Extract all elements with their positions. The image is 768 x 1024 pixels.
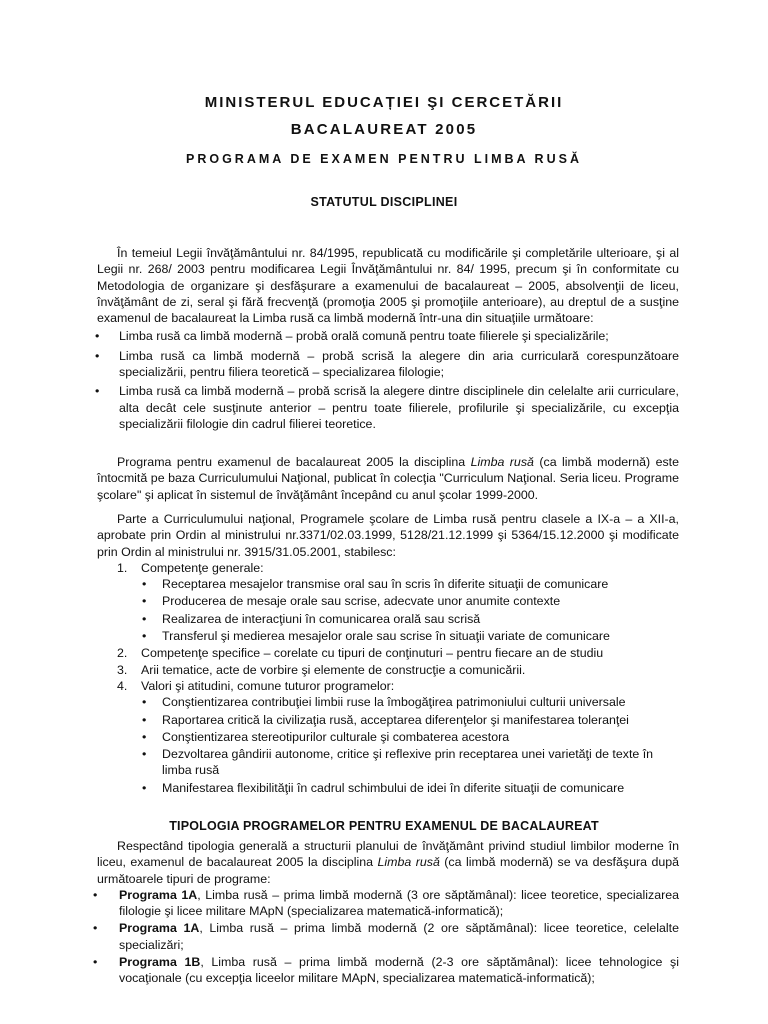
typology-paragraph bbox=[97, 838, 679, 887]
bullet-icon: • bbox=[142, 629, 147, 644]
bullet-icon: • bbox=[142, 695, 147, 710]
bullet-icon: • bbox=[142, 712, 147, 727]
bullet-icon: • bbox=[142, 594, 147, 609]
program-paragraph-end: (ca limbă modernă) este întocmită pe baza Curriculumului Naţional, publicat în colecţia "Curriculum Naţional. Seria liceu. Programe şcolare" şi aplicat în sistemul de învăţământ începând cu anul şcolar 1999-2000. bbox=[97, 455, 680, 502]
bullet-icon: • bbox=[142, 611, 147, 626]
bullet-icon: • bbox=[142, 747, 147, 762]
sub-item-text: Producerea de mesaje orale sau scrise, adecvate unor anumite contexte bbox=[162, 594, 561, 609]
sub-item-text: Conştientizarea stereotipurilor culturale şi combaterea acestora bbox=[162, 729, 510, 744]
sub-item-text: Conştientizarea contribuţiei limbii ruse la îmbogăţirea patrimoniului culturii universale bbox=[162, 695, 626, 710]
typology-paragraph-end: (ca limbă modernă) se va desfăşura după următoarele tipuri de programe: bbox=[97, 855, 680, 886]
program-description: , Limba rusă – prima limbă modernă (2 ore săptămânal): licee teoretice, celelalte specializări; bbox=[119, 921, 679, 952]
program-type-list bbox=[93, 887, 679, 987]
sub-item-text: Raportarea critică la civilizaţia rusă, acceptarea diferenţelor şi manifestarea toleranţei bbox=[162, 712, 629, 727]
section-title-statut: STATUTUL DISCIPLINEI bbox=[310, 195, 458, 209]
list-item-text: Limba rusă ca limbă modernă – probă scrisă la alegere din aria curriculară corespunzătoare specializării, pentru filiera teoretică – specializarea filologie; bbox=[119, 348, 679, 380]
bullet-icon: • bbox=[93, 921, 98, 936]
numbered-item bbox=[97, 560, 679, 644]
list-item bbox=[97, 328, 679, 344]
item-number: 2. bbox=[117, 646, 128, 661]
curriculum-numbered-list bbox=[97, 560, 679, 796]
intro-paragraph: În temeiul Legii învăţământului nr. 84/1995, republicată cu modificările şi completările ulterioare, şi al Legii nr. 268/ 2003 pentru modificarea Legii Învăţământului nr. 84/ 1995, precum şi în conformitate cu Metodologia de organizare şi desfăşurare a examenului de bacalaureat – 2005, absolvenţii de liceu, învăţământ de zi, seral şi fără frecvenţă (promoţia 2005 şi promoţiile anterioare), au dreptul de a susţine examenul de bacalaureat la Limba rusă ca limbă modernă într-una din situaţiile următoare: bbox=[97, 246, 679, 326]
program-title: PROGRAMA DE EXAMEN PENTRU LIMBA RUSĂ bbox=[186, 152, 582, 166]
sub-list-item bbox=[141, 780, 679, 796]
discipline-name: Limba rusă bbox=[470, 455, 534, 469]
sub-item-text: Realizarea de interacţiuni în comunicarea orală sau scrisă bbox=[162, 611, 481, 626]
item-number: 1. bbox=[117, 560, 128, 575]
bullet-icon: • bbox=[93, 955, 98, 970]
sub-item-text: Dezvoltarea gândirii autonome, critice şi reflexive prin receptarea unei varietăţi de texte în limba rusă bbox=[162, 747, 654, 778]
item-label: Competenţe generale: bbox=[141, 560, 264, 575]
sub-item-text: Transferul şi medierea mesajelor orale sau scrise în situaţii variate de comunicare bbox=[162, 629, 610, 644]
sub-bullet-list bbox=[141, 576, 679, 644]
sub-list-item bbox=[141, 576, 679, 592]
program-paragraph bbox=[97, 454, 679, 503]
item-label: Competenţe specifice – corelate cu tipuri de conţinuturi – pentru fiecare an de studiu bbox=[141, 646, 604, 661]
bullet-icon: • bbox=[95, 329, 100, 344]
sub-list-item bbox=[141, 729, 679, 745]
program-name: Programa 1B bbox=[119, 955, 201, 970]
numbered-item bbox=[97, 678, 679, 796]
program-name: Programa 1A bbox=[119, 921, 200, 936]
list-item bbox=[93, 920, 679, 953]
list-item bbox=[97, 383, 679, 432]
discipline-name: Limba rusă bbox=[377, 855, 440, 870]
exam-heading: BACALAUREAT 2005 bbox=[290, 121, 478, 138]
bullet-icon: • bbox=[95, 348, 100, 363]
list-item-text: Limba rusă ca limbă modernă – probă scrisă la alegere dintre disciplinele din celelalte arii curriculare, alta decât cele susţinute anterior – pentru toate filierele, profilurile şi specializările, cu excepţia specializării filologie din cadrul filierei teoretice. bbox=[119, 384, 679, 431]
sub-list-item bbox=[141, 712, 679, 728]
item-label: Valori şi atitudini, comune tuturor programelor: bbox=[141, 678, 395, 693]
list-item bbox=[97, 348, 679, 381]
sub-item-text: Manifestarea flexibilităţii în cadrul schimbului de idei în diferite situaţii de comunicare bbox=[162, 780, 625, 795]
curriculum-section bbox=[97, 511, 679, 797]
item-number: 4. bbox=[117, 678, 128, 693]
sub-bullet-list bbox=[141, 694, 679, 796]
curriculum-paragraph: Parte a Curriculumului naţional, Programele şcolare de Limba rusă pentru clasele a IX-a – a XII-a, aprobate prin Ordin al ministrului nr.3371/02.03.1999, 5128/21.12.1999 şi 5364/15.12.2000 şi modificate prin Ordin al ministrului nr. 3915/31.05.2001, stabilesc: bbox=[97, 512, 679, 559]
program-name: Programa 1A bbox=[119, 887, 198, 902]
numbered-item bbox=[97, 645, 679, 661]
bullet-icon: • bbox=[95, 384, 100, 399]
sub-list-item bbox=[141, 593, 679, 609]
bullet-icon: • bbox=[142, 780, 147, 795]
list-item bbox=[93, 887, 679, 920]
intro-section bbox=[97, 245, 679, 435]
bullet-icon: • bbox=[142, 577, 147, 592]
item-number: 3. bbox=[117, 662, 128, 677]
typology-section bbox=[93, 838, 680, 988]
program-paragraph-start: Programa pentru examenul de bacalaureat 2005 la disciplina bbox=[117, 455, 471, 469]
list-item-text: Limba rusă ca limbă modernă – probă orală comună pentru toate filierele şi specializările; bbox=[119, 329, 609, 344]
program-section bbox=[97, 454, 679, 503]
item-label: Arii tematice, acte de vorbire şi elemente de construcţie a comunicării. bbox=[141, 662, 526, 677]
section-title-typology: TIPOLOGIA PROGRAMELOR PENTRU EXAMENUL DE BACALAUREAT bbox=[169, 819, 599, 833]
intro-bullet-list bbox=[97, 328, 679, 432]
ministry-heading: MINISTERUL EDUCAȚIEI ŞI CERCETĂRII bbox=[204, 94, 564, 111]
sub-list-item bbox=[141, 628, 679, 644]
typology-paragraph-start: Respectând tipologia generală a structurii planului de învăţământ privind studiul limbilor moderne în liceu, examenul de bacalaureat 2005 la disciplina bbox=[97, 839, 679, 870]
sub-list-item bbox=[141, 746, 679, 779]
sub-list-item bbox=[141, 694, 679, 710]
bullet-icon: • bbox=[142, 729, 147, 744]
sub-item-text: Receptarea mesajelor transmise oral sau în scris în diferite situaţii de comunicare bbox=[162, 577, 609, 592]
list-item bbox=[93, 954, 679, 987]
sub-list-item bbox=[141, 611, 679, 627]
numbered-item bbox=[97, 662, 679, 678]
program-description: , Limba rusă – prima limbă modernă (3 ore săptămânal): licee teoretice, specializarea filologie şi licee militare MApN (specializarea matematică-informatică); bbox=[119, 887, 679, 919]
program-description: , Limba rusă – prima limbă modernă (2-3 ore săptămânal): licee tehnologice şi vocaţionale (cu excepţia liceelor militare MApN, specializarea matematică-informatică); bbox=[119, 955, 679, 986]
bullet-icon: • bbox=[93, 887, 98, 902]
